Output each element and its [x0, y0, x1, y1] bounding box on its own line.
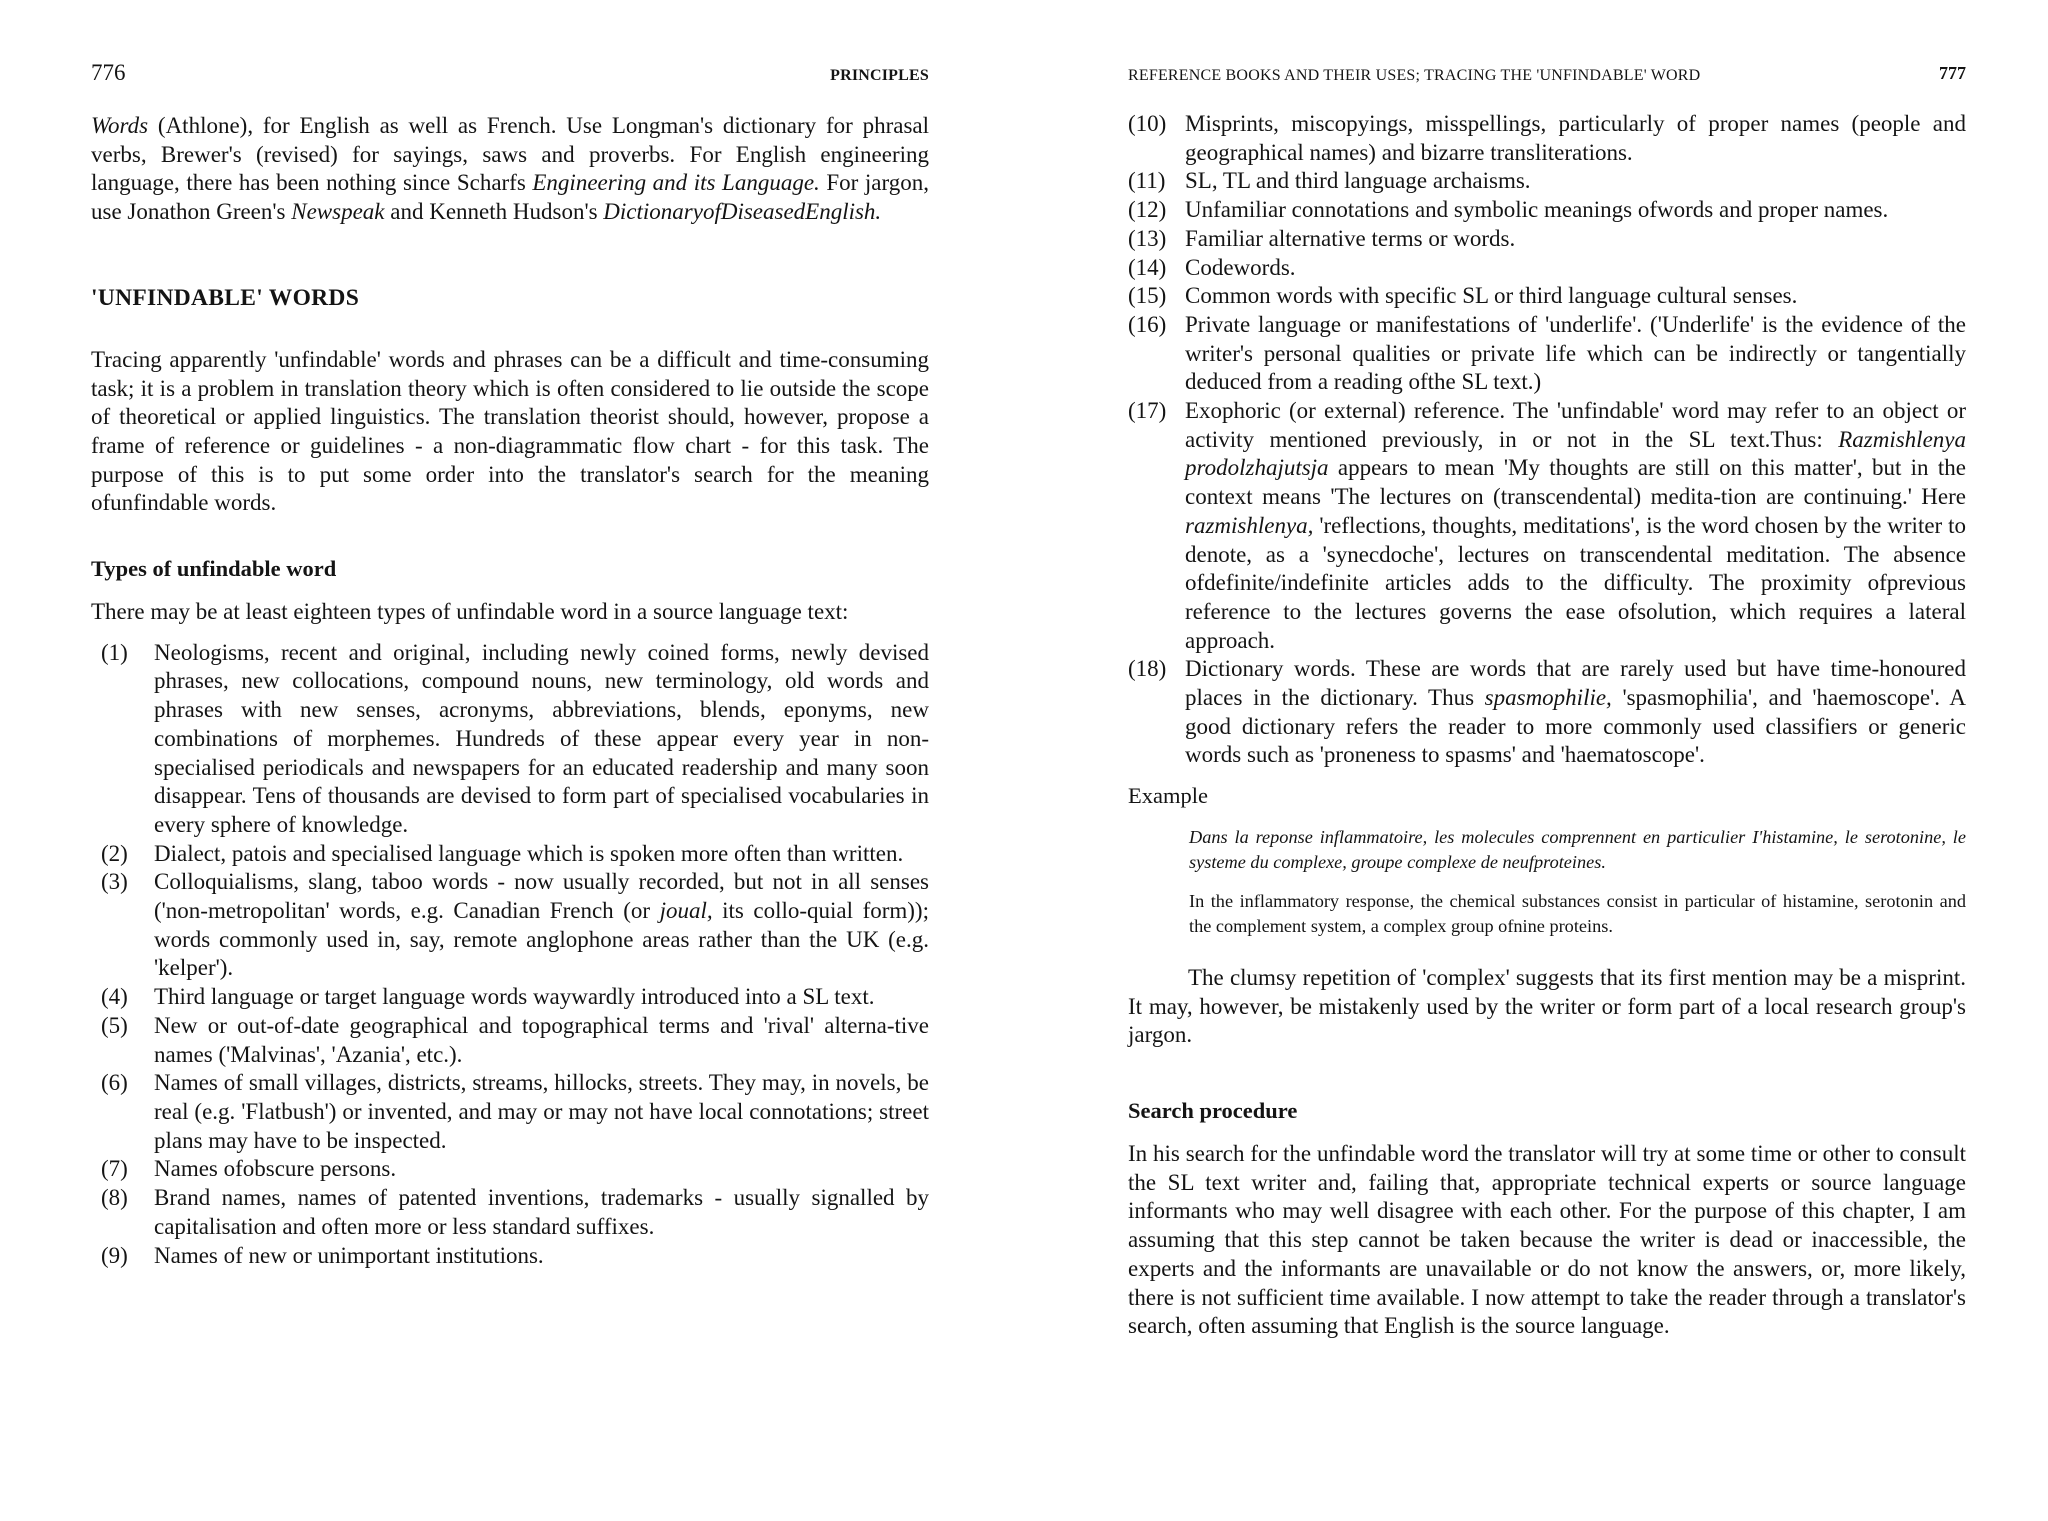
search-paragraph: In his search for the unfindable word the translator will try at some time or other to consult the SL text writer and, failing that, appropriate technical experts or source language informants who may well disagree with each other. For the purpose of this chapter, I am assuming that this step cannot be taken because the writer is dead or inaccessible, the experts and the informants are unavailable or do not know the answers, or, more likely, there is not sufficient time available. I now attempt to take the reader through a translator's search, often assuming that English is the source language.	[1128, 1140, 1966, 1339]
list-item-number: (3)	[101, 869, 128, 895]
running-head-title: PRINCIPLES	[830, 67, 929, 84]
list-item-number: (7)	[101, 1156, 128, 1182]
types-list-left	[91, 639, 929, 1270]
list-item-text: Codewords.	[1185, 254, 1296, 280]
list-item-text: SL, TL and third language archaisms.	[1185, 168, 1531, 194]
list-item	[1128, 167, 1966, 196]
section-heading: 'UNFINDABLE' WORDS	[91, 284, 360, 311]
list-item-number: (14)	[1128, 254, 1167, 280]
list-item	[1128, 311, 1966, 397]
list-item-number: (18)	[1128, 656, 1167, 682]
list-item	[101, 1069, 929, 1155]
page-number: 777	[1939, 63, 1966, 83]
list-item-number: (2)	[101, 840, 128, 866]
list-item-text: Dictionary words. These are words that are rarely used but have time-honoured places in the dictionary. Thus spasmophilie, 'spasmophilia', and 'haemoscope'. A good dictionary refers the reader to more commonly used classifiers or generic words such as 'proneness to spasms' and 'haematoscope'.	[1185, 656, 1966, 768]
left-running-head	[91, 60, 929, 90]
list-item	[101, 1155, 929, 1184]
list-item	[1128, 254, 1966, 283]
list-item-number: (17)	[1128, 398, 1167, 424]
list-item	[101, 1242, 929, 1271]
list-item-text: Misprints, miscopyings, misspellings, particularly of proper names (people and geographical names) and bizarre transliterations.	[1185, 111, 1966, 165]
list-item-text: Brand names, names of patented inventions, trademarks - usually signalled by capitalisation and often more or less standard suffixes.	[154, 1185, 929, 1239]
right-page-body	[1128, 110, 1966, 1341]
list-item-text: Familiar alternative terms or words.	[1185, 225, 1516, 251]
list-item	[1128, 397, 1966, 655]
list-item-number: (16)	[1128, 311, 1167, 337]
list-item-text: New or out-of-date geographical and topographical terms and 'rival' alterna-tive names ('Malvinas', 'Azania', etc.).	[154, 1012, 929, 1067]
list-item-number: (11)	[1128, 168, 1166, 194]
list-item	[101, 868, 929, 983]
left-page	[91, 0, 929, 1521]
list-item-text: Unfamiliar connotations and symbolic meanings ofwords and proper names.	[1185, 197, 1889, 223]
list-item-text: Private language or manifestations of 'underlife'. ('Underlife' is the evidence of the writer's personal qualities or private life which can be indirectly or tangentially deduced from a reading ofthe SL text.)	[1185, 311, 1966, 395]
example-french: Dans la reponse inflammatoire, les molecules comprennent en particulier I'histamine, le serotonine, le systeme du complexe, groupe complexe de neufproteines.	[1189, 826, 1966, 872]
list-item-number: (13)	[1128, 225, 1167, 251]
list-item	[101, 639, 929, 840]
lead-sentence: There may be at least eighteen types of unfindable word in a source language text:	[91, 599, 849, 625]
list-item-text: Exophoric (or external) reference. The 'unfindable' word may refer to an object or activity mentioned previously, in or not in the SL text.Thus: Razmishlenya prodolzhajutsja appears to mean 'My thoughts are still on this matter', but in the context means 'The lectures on (transcendental) medita-tion are continuing.' Here razmishlenya, 'reflections, thoughts, meditations', is the word chosen by the writer to denote, as a 'synecdoche', lectures on transcendental meditation. The absence ofdefinite/indefinite articles adds to the difficulty. The proximity ofprevious reference to the lectures governs the ease ofsolution, which requires a lateral approach.	[1185, 398, 1966, 653]
list-item-text: Names ofobscure persons.	[154, 1156, 397, 1182]
list-item-number: (12)	[1128, 197, 1167, 223]
list-item-number: (5)	[101, 1012, 128, 1038]
intro-paragraph: Tracing apparently 'unfindable' words and phrases can be a difficult and time-consuming task; it is a problem in translation theory which is often considered to lie outside the scope of theoretical or applied linguistics. The translation theorist should, however, propose a frame of reference or guidelines - a non-diagrammatic flow chart - for this task. The purpose of this is to put some order into the translator's search for the meaning ofunfindable words.	[91, 346, 929, 516]
list-item-text: Colloquialisms, slang, taboo words - now usually recorded, but not in all senses ('non-metropolitan' words, e.g. Canadian French (or joual, its collo-quial form)); words commonly used in, say, remote anglophone areas rather than the UK (e.g. 'kelper').	[154, 869, 929, 981]
list-item-text: Names of small villages, districts, streams, hillocks, streets. They may, in novels, be real (e.g. 'Flatbush') or invented, and may or may not have local connotations; street plans may have to be inspected.	[154, 1070, 929, 1153]
example-english: In the inflammatory response, the chemical substances consist in particular of histamine, serotonin and the complement system, a complex group ofnine proteins.	[1189, 890, 1966, 936]
running-head-title: REFERENCE BOOKS AND THEIR USES; TRACING THE 'UNFINDABLE' WORD	[1128, 67, 1701, 84]
list-item-number: (15)	[1128, 283, 1167, 309]
list-item-text: Neologisms, recent and original, including newly coined forms, newly devised phrases, new collocations, compound nouns, new terminology, old words and phrases with new senses, acronyms, abbreviations, blends, eponyms, new combinations of morphemes. Hundreds of these appear every year in non-specialised periodicals and newspapers for an educated readership and many soon disappear. Tens of thousands are devised to form part of specialised vocabularies in every sphere of knowledge.	[154, 639, 929, 837]
list-item	[101, 1012, 929, 1069]
list-item-text: Third language or target language words waywardly introduced into a SL text.	[154, 984, 875, 1010]
list-item	[1128, 110, 1966, 167]
list-item	[1128, 655, 1966, 770]
list-item-number: (1)	[101, 639, 128, 665]
list-item-number: (9)	[101, 1242, 128, 1268]
list-item-text: Names of new or unimportant institutions.	[154, 1242, 544, 1268]
types-list-right	[1128, 110, 1966, 770]
search-heading: Search procedure	[1128, 1097, 1298, 1123]
list-item	[101, 1184, 929, 1241]
list-item-number: (10)	[1128, 111, 1167, 136]
subsection-heading: Types of unfindable word	[91, 556, 337, 582]
list-item	[1128, 196, 1966, 225]
list-item-number: (4)	[101, 984, 128, 1010]
list-item	[1128, 282, 1966, 311]
list-item	[101, 840, 929, 869]
list-item-number: (8)	[101, 1185, 128, 1211]
list-item	[101, 983, 929, 1012]
list-item-text: Dialect, patois and specialised language which is spoken more often than written.	[154, 840, 904, 866]
example-block	[1189, 825, 1966, 939]
page-number: 776	[91, 60, 126, 85]
right-page	[1128, 0, 1966, 1521]
list-item-number: (6)	[101, 1070, 128, 1096]
left-page-body	[91, 112, 929, 1270]
list-item-text: Common words with specific SL or third language cultural senses.	[1185, 283, 1798, 309]
opening-paragraph: Words (Athlone), for English as well as French. Use Longman's dictionary for phrasal verbs, Brewer's (revised) for sayings, saws and proverbs. For English engineering language, there has been nothing since Scharfs Engineering and its Language. For jargon, use Jonathon Green's Newspeak and Kenneth Hudson's DictionaryofDiseasedEnglish.	[91, 113, 929, 225]
list-item	[1128, 225, 1966, 254]
example-label: Example	[1128, 783, 1208, 809]
right-running-head	[1128, 60, 1966, 90]
after-example-paragraph: The clumsy repetition of 'complex' suggests that its first mention may be a misprint. It may, however, be mistakenly used by the writer or form part of a local research group's jargon.	[1128, 964, 1966, 1048]
